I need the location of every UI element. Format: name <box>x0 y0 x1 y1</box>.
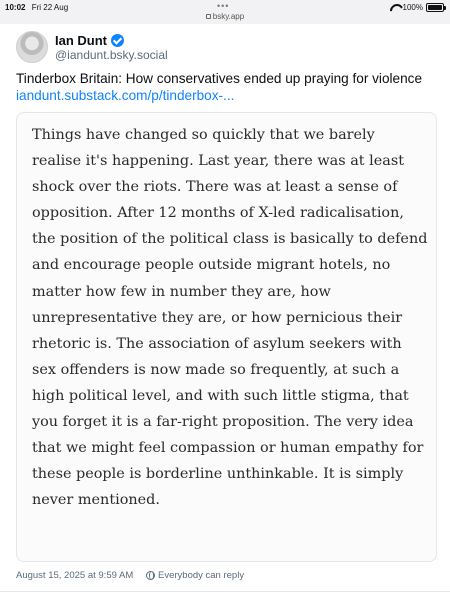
author-name[interactable] <box>55 33 124 48</box>
author-handle[interactable]: @iandunt.bsky.social <box>55 48 168 62</box>
status-time-date <box>5 3 72 12</box>
post-timestamp: August 15, 2025 at 9:59 AM <box>16 570 134 581</box>
status-right <box>390 3 444 12</box>
status-time: 10:02 <box>5 3 26 12</box>
author-name-text: Ian Dunt <box>55 33 107 48</box>
quote-text: Things have changed so quickly that we barely realise it's happening. Last year, there was at least shock over the riots. There was at least a sense of opposition. After 12 months of X-led radicalisation, the position of the political class is basically to defend and encourage people outside migrant hotels, no matter how few in number they are, how unrepresentative they are, or how pernicious their rhetoric is. The association of asylum seekers with sex offenders is now made so frequently, at such a high political level, and with such little stigma, that you forget it is a far-right proposition. The very idea that we might feel compassion or human empathy for these people is borderline unthinkable. It is simply never mentioned. <box>32 127 428 509</box>
post-link[interactable]: iandunt.substack.com/p/tinderbox-... <box>16 88 235 103</box>
status-bar <box>0 0 450 24</box>
battery-percent: 100% <box>402 3 423 12</box>
battery-fill <box>428 5 442 10</box>
avatar[interactable] <box>16 31 48 63</box>
post-text <box>16 70 436 104</box>
quote-image[interactable] <box>16 112 437 562</box>
battery-icon <box>426 3 444 12</box>
post-text-body: Tinderbox Britain: How conservatives ended up praying for violence <box>16 71 423 86</box>
url-text: bsky.app <box>212 12 245 21</box>
divider <box>0 591 450 592</box>
browser-url[interactable] <box>0 12 450 21</box>
lock-icon <box>206 14 211 19</box>
verified-check-icon[interactable] <box>111 34 124 47</box>
reply-setting <box>146 570 244 581</box>
reply-setting-text: Everybody can reply <box>158 570 245 581</box>
multitasking-dots[interactable]: ••• <box>217 1 230 11</box>
status-date: Fri 22 Aug <box>31 3 69 12</box>
globe-icon <box>146 571 155 580</box>
wifi-icon <box>390 4 400 11</box>
